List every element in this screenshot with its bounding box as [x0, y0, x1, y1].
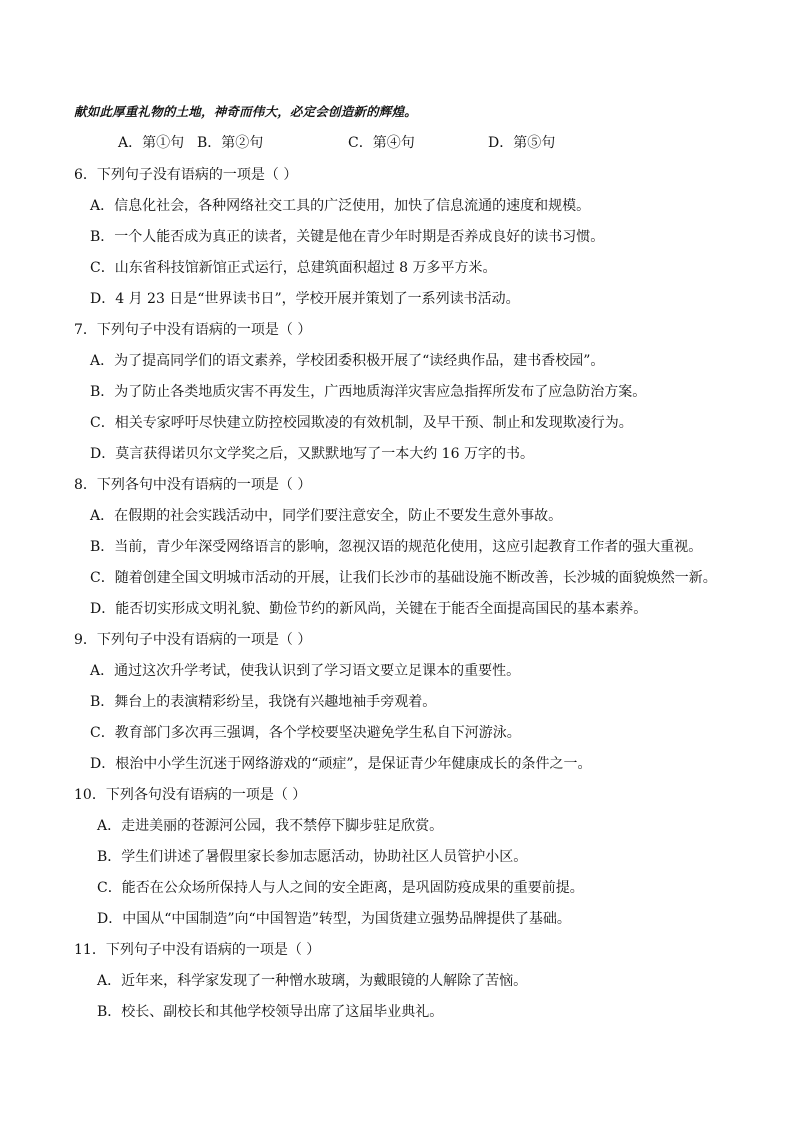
question-8-option-b: B．当前，青少年深受网络语言的影响，忽视汉语的规范化使用，这应引起教育工作者的强大重视。 — [90, 539, 703, 555]
question-9-option-c: C．教育部门多次再三强调，各个学校要坚决避免学生私自下河游泳。 — [90, 725, 521, 741]
question-8-option-d: D．能否切实形成文明礼貌、勤俭节约的新风尚，关键在于能否全面提高国民的基本素养。 — [90, 601, 648, 617]
question-7-option-c: C．相关专家呼吁尽快建立防控校园欺凌的有效机制，及早干预、制止和发现欺凌行为。 — [90, 415, 633, 431]
question-7-option-b: B．为了防止各类地质灾害不再发生，广西地质海洋灾害应急指挥所发布了应急防治方案。 — [90, 384, 647, 400]
question-9-option-d: D．根治中小学生沉迷于网络游戏的“顽症”，是保证青少年健康成长的条件之一。 — [90, 756, 592, 772]
question-6-option-d: D．4 月 23 日是“世界读书日”，学校开展并策划了一系列读书活动。 — [90, 291, 520, 307]
question-8-option-a: A．在假期的社会实践活动中，同学们要注意安全，防止不要发生意外事故。 — [90, 508, 563, 524]
q5-option-c: C．第④句 — [348, 135, 415, 151]
question-6-option-b: B．一个人能否成为真正的读者，关键是他在青少年时期是否养成良好的读书习惯。 — [90, 229, 605, 245]
question-11-option-a: A．近年来，科学家发现了一种憎水玻璃，为戴眼镜的人解除了苦恼。 — [97, 973, 528, 989]
question-6-option-a: A．信息化社会，各种网络社交工具的广泛使用，加快了信息流通的速度和规模。 — [90, 198, 591, 214]
q5-option-b: B．第②句 — [197, 135, 264, 151]
q5-option-a: A．第①句 — [118, 135, 185, 151]
question-10-stem: 10．下列各句没有语病的一项是（ ） — [74, 787, 307, 803]
question-9-option-a: A．通过这次升学考试，使我认识到了学习语文要立足课本的重要性。 — [90, 663, 521, 679]
question-8-option-c: C．随着创建全国文明城市活动的开展，让我们长沙市的基础设施不断改善，长沙城的面貌焕然一新。 — [90, 570, 717, 586]
question-9-stem: 9．下列句子中没有语病的一项是（ ） — [74, 632, 312, 648]
question-9-option-b: B．舞台上的表演精彩纷呈，我饶有兴趣地袖手旁观着。 — [90, 694, 437, 710]
question-6-stem: 6．下列句子没有语病的一项是（ ） — [74, 167, 298, 183]
question-7-option-a: A．为了提高同学们的语文素养，学校团委积极开展了“读经典作品，建书香校园”。 — [90, 353, 605, 369]
question-10-option-d: D．中国从“中国制造”向“中国智造”转型，为国货建立强势品牌提供了基础。 — [97, 911, 571, 927]
carryover-passage-text: 献如此厚重礼物的土地，神奇而伟大，必定会创造新的辉煌。 — [74, 104, 417, 119]
question-10-option-a: A．走进美丽的苍源河公园，我不禁停下脚步驻足欣赏。 — [97, 818, 444, 834]
q5-option-d: D．第⑤句 — [488, 135, 556, 151]
question-10-option-b: B．学生们讲述了暑假里家长参加志愿活动，协助社区人员管护小区。 — [97, 849, 528, 865]
question-7-option-d: D．莫言获得诺贝尔文学奖之后，又默默地写了一本大约 16 万字的书。 — [90, 446, 534, 462]
q5-options-row — [0, 134, 794, 154]
question-11-stem: 11．下列句子中没有语病的一项是（ ） — [74, 942, 321, 958]
question-11-option-b: B．校长、副校长和其他学校领导出席了这届毕业典礼。 — [97, 1004, 444, 1020]
question-7-stem: 7．下列句子中没有语病的一项是（ ） — [74, 322, 312, 338]
question-8-stem: 8．下列各句中没有语病的一项是（ ） — [74, 477, 312, 493]
question-6-option-c: C．山东省科技馆新馆正式运行，总建筑面积超过 8 万多平方米。 — [90, 260, 497, 276]
question-10-option-c: C．能否在公众场所保持人与人之间的安全距离，是巩固防疫成果的重要前提。 — [97, 880, 584, 896]
